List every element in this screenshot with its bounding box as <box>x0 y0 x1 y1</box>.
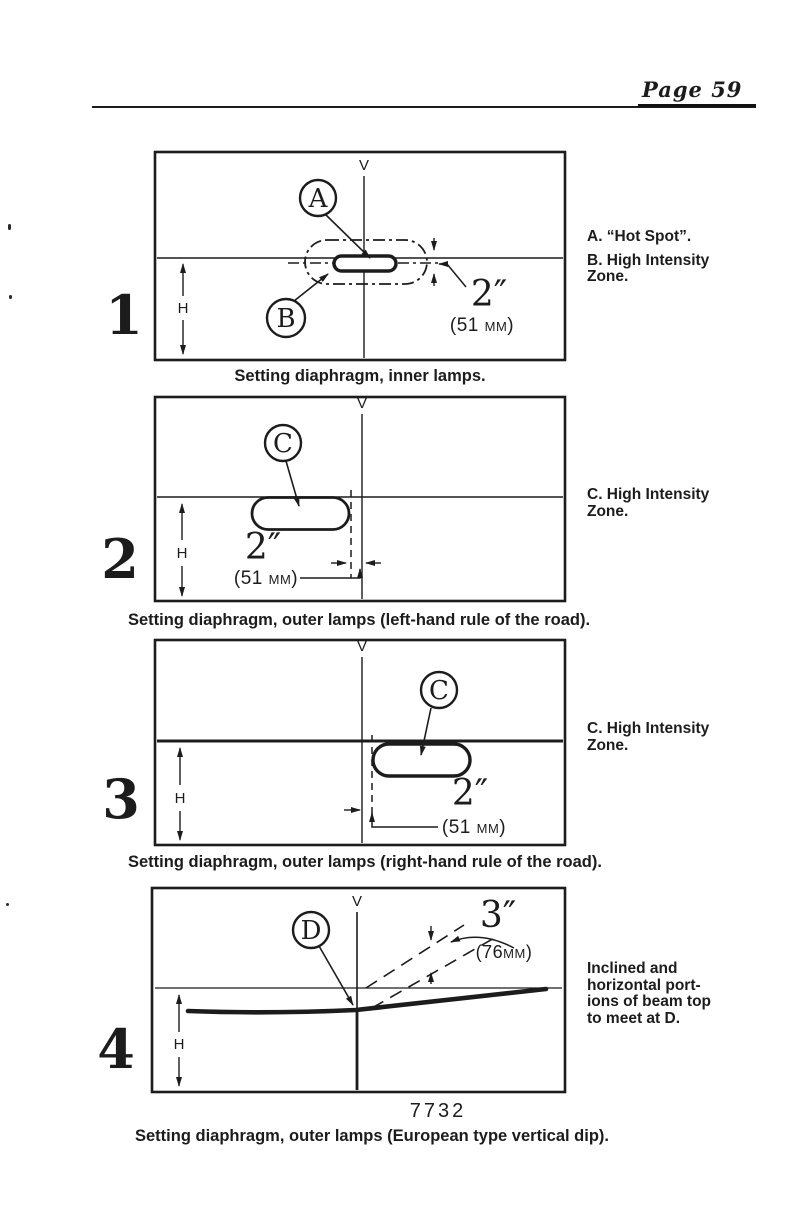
note-line: Zone. <box>587 736 629 754</box>
figure-4-number: 4 <box>97 1017 135 1081</box>
note-line: Zone. <box>587 502 629 520</box>
figure-2-note <box>587 487 747 520</box>
dim-metric: (76mm) <box>475 942 533 962</box>
hot-spot-pill <box>334 256 396 271</box>
height-label: H <box>174 790 186 807</box>
note-line: Inclined and <box>587 960 678 977</box>
dim-metric: (51 mm) <box>441 817 507 838</box>
callout-a-letter: A <box>308 184 328 214</box>
print-speck <box>9 295 12 299</box>
dim-metric: (51 mm) <box>449 315 515 336</box>
intensity-zone-pill <box>252 498 349 530</box>
beam-top-line <box>188 989 546 1012</box>
figure-1-note <box>587 229 747 286</box>
note-line: B. High Intensity <box>587 251 710 269</box>
callout-c-leader <box>286 461 299 506</box>
height-label: H <box>173 1036 185 1053</box>
figure-4-diagram <box>148 880 572 1128</box>
print-speck <box>6 903 9 906</box>
vertical-axis-label: V <box>356 638 368 655</box>
figure-3-note <box>587 721 747 754</box>
vertical-axis-label: V <box>356 395 368 412</box>
figure-2-caption: Setting diaphragm, outer lamps (left-hand rule of the road). <box>128 611 591 629</box>
figure-4-note <box>587 961 747 1027</box>
incline-extension-upper <box>366 925 464 988</box>
header-rule-bold <box>638 104 756 107</box>
figure-2-number: 2 <box>101 527 139 591</box>
figure-3-caption: Setting diaphragm, outer lamps (right-hand rule of the road). <box>128 853 602 871</box>
figure-3-diagram <box>150 633 570 849</box>
note-line: C. High Intensity <box>587 486 710 503</box>
note-line: ions of beam top <box>587 993 711 1010</box>
figure-1-caption: Setting diaphragm, inner lamps. <box>234 367 486 385</box>
dim-value: 3″ <box>479 895 517 936</box>
height-label: H <box>176 545 188 562</box>
figure-4-caption: Setting diaphragm, outer lamps (European type vertical dip). <box>135 1127 609 1145</box>
dim-value: 2″ <box>470 274 508 315</box>
figure-1-diagram <box>150 140 570 368</box>
callout-c-letter: C <box>429 676 449 706</box>
note-line: A. “Hot Spot”. <box>587 228 692 245</box>
callout-d-leader <box>319 946 353 1005</box>
vertical-axis-label: V <box>358 157 370 174</box>
dim-value: 2″ <box>244 527 282 568</box>
note-line: C. High Intensity <box>587 720 710 737</box>
figure-2-diagram <box>150 390 570 605</box>
callout-a-leader <box>325 214 370 258</box>
dim-metric: (51 mm) <box>233 568 299 589</box>
vertical-axis-label: V <box>351 893 363 910</box>
dim-leader <box>439 264 466 287</box>
callout-b-letter: B <box>276 304 296 334</box>
callout-d-letter: D <box>300 916 322 946</box>
callout-c-leader <box>421 708 431 755</box>
dim-leader <box>372 813 438 827</box>
drawing-number: 7732 <box>409 1100 467 1122</box>
note-line: horizontal port- <box>587 976 701 994</box>
page-number: Page 59 <box>642 77 743 102</box>
note-line: to meet at D. <box>587 1009 681 1027</box>
print-speck <box>8 224 11 230</box>
intensity-zone-pill <box>373 744 470 776</box>
note-line: Zone. <box>587 268 629 285</box>
figure-3-number: 3 <box>102 767 140 831</box>
callout-c-letter: C <box>273 429 293 459</box>
height-label: H <box>177 300 189 317</box>
figure-1-number: 1 <box>105 283 143 347</box>
dim-value: 2″ <box>451 773 489 814</box>
